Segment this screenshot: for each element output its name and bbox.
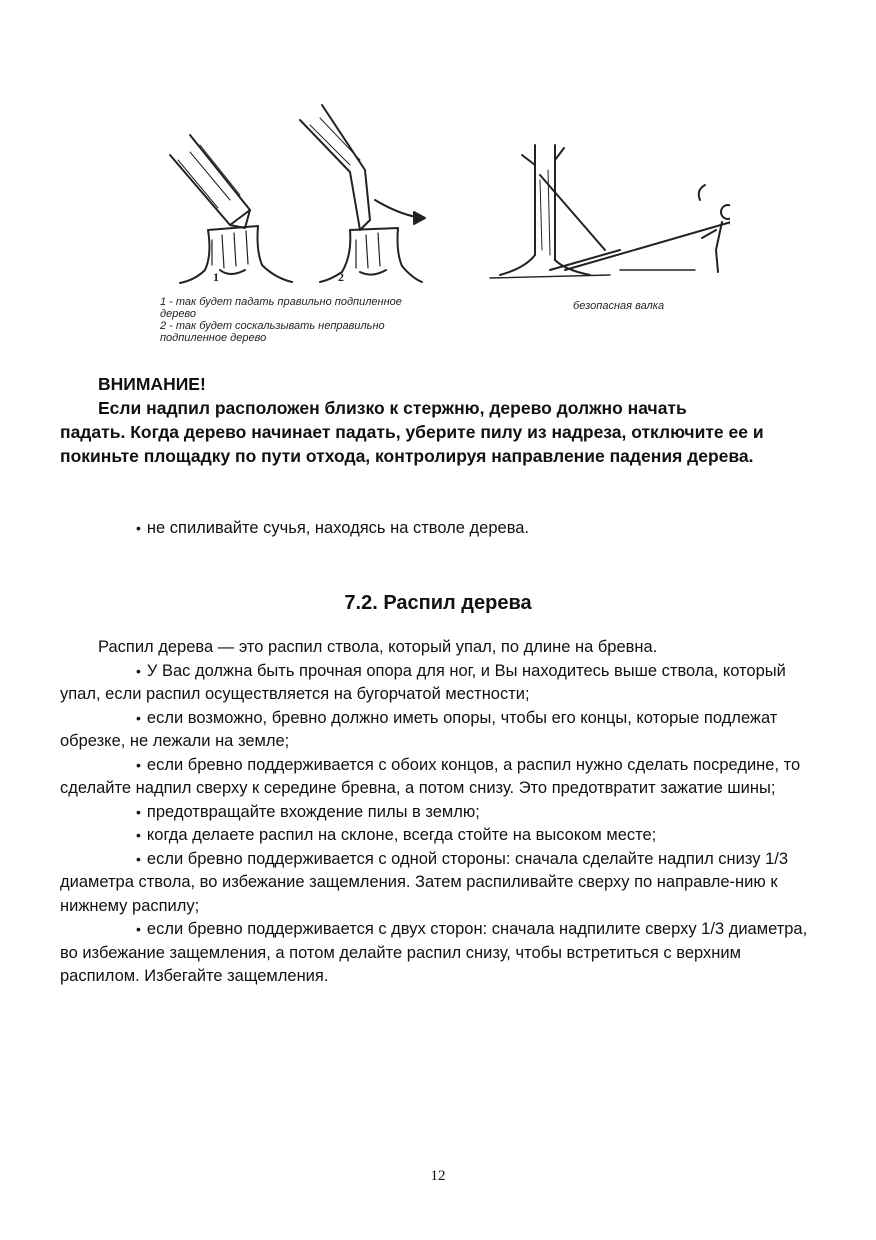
- caption-line: подпиленное дерево: [160, 332, 267, 344]
- list-item: • если возможно, бревно должно иметь опоры, чтобы его концы, которые подлежат обрезке, не лежали на земле;: [60, 707, 820, 754]
- warning-text-rest: падать. Когда дерево начинает падать, уберите пилу из надреза, отключите ее и покиньте площадку по пути отхода, контролируя направление падения дерева.: [60, 422, 764, 466]
- list-item: • если бревно поддерживается с одной стороны: сначала сделайте надпил снизу 1/3 диаметра ствола, во избежание защемления. Затем распиливайте сверху по направле-нию к нижнему распилу;: [60, 848, 820, 919]
- caption-line: 1 - так будет падать правильно подпиленное: [160, 296, 402, 308]
- bullet-top: [60, 517, 820, 541]
- list-item: • предотвращайте вхождение пилы в землю;: [60, 801, 820, 825]
- warning-block: [60, 372, 820, 468]
- list-item: • если бревно поддерживается с обоих концов, а распил нужно сделать посредине, то сделайте надпил сверху к середине бревна, а потом снизу. Это предотвратит зажатие шины;: [60, 754, 820, 801]
- warning-text-first: Если надпил расположен близко к стержню, дерево должно начать: [98, 398, 687, 418]
- page-number: 12: [430, 1168, 446, 1184]
- illustration-tree-felling: [150, 100, 730, 350]
- caption-line: 2 - так будет соскальзывать неправильно: [160, 320, 385, 332]
- list-item: • когда делаете распил на склоне, всегда стойте на высоком месте;: [60, 824, 820, 848]
- section-body: [60, 636, 820, 989]
- figure-caption-left: [160, 296, 500, 344]
- figure-caption-right: безопасная валка: [573, 300, 665, 312]
- warning-title: ВНИМАНИЕ!: [98, 374, 206, 394]
- list-item: • если бревно поддерживается с двух сторон: сначала надпилите сверху 1/3 диаметра, во избежание защемления, а потом делайте распил снизу, чтобы встретиться с верхним распилом. Избегайте защемления.: [60, 918, 820, 989]
- caption-line: дерево: [160, 308, 197, 320]
- figure-label-1: 1: [213, 270, 219, 284]
- section-intro: Распил дерева — это распил ствола, который упал, по длине на бревна.: [98, 638, 658, 656]
- figure-label-2: 2: [338, 270, 344, 284]
- list-item: • У Вас должна быть прочная опора для ног, и Вы находитесь выше ствола, который упал, если распил осуществляется на бугорчатой местности;: [60, 660, 820, 707]
- list-item: • не спиливайте сучья, находясь на стволе дерева.: [60, 517, 820, 541]
- section-heading: 7.2. Распил дерева: [344, 592, 532, 614]
